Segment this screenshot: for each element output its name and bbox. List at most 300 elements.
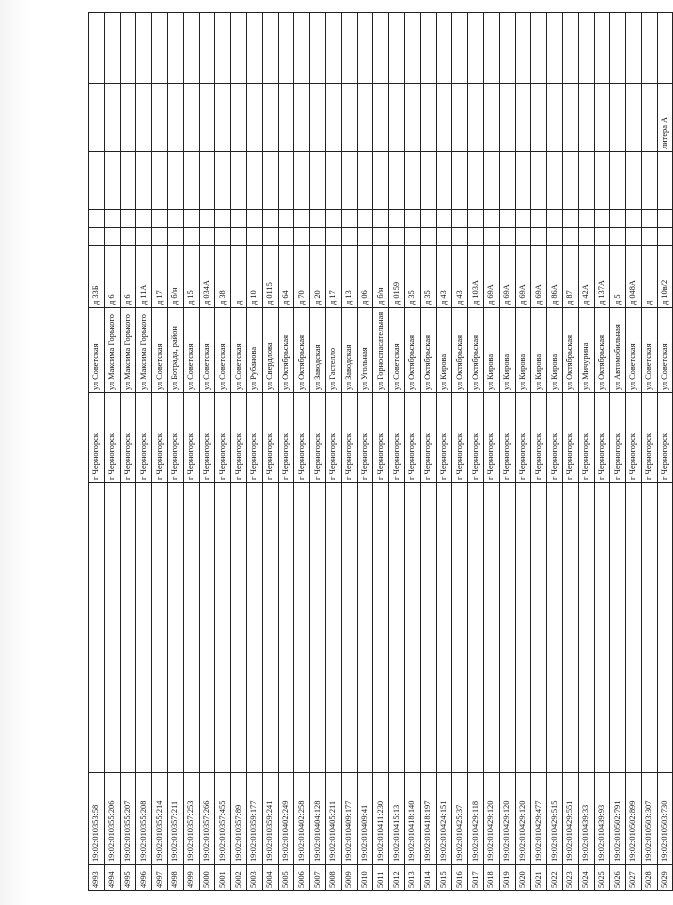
row-number: 5015 (436, 865, 452, 891)
blank-cell (104, 210, 120, 228)
city-cell: г Черногорск (373, 393, 389, 483)
blank-cell (626, 210, 642, 228)
table-row (231, 13, 247, 891)
city-cell: г Черногорск (199, 393, 215, 483)
city-cell: г Черногорск (262, 393, 278, 483)
cadastral-number: 19:02:010418:197 (420, 773, 436, 865)
city-cell: г Черногорск (89, 393, 105, 483)
row-number: 5010 (357, 865, 373, 891)
table-row (325, 13, 341, 891)
blank-cell (389, 483, 405, 773)
table-row (468, 13, 484, 891)
cadastral-number: 19:02:010425:37 (452, 773, 468, 865)
row-number: 5018 (483, 865, 499, 891)
city-cell: г Черногорск (515, 393, 531, 483)
city-cell: г Черногорск (436, 393, 452, 483)
blank-cell (167, 152, 183, 210)
street-cell: ул Советская (231, 308, 247, 393)
blank-cell (341, 13, 357, 84)
blank-cell (278, 152, 294, 210)
street-cell: ул Кирова (515, 308, 531, 393)
row-number: 5017 (468, 865, 484, 891)
cadastral-number: 19:02:010359:241 (262, 773, 278, 865)
table-row (626, 13, 642, 891)
blank-cell (183, 228, 199, 246)
house-cell: д 69А (499, 246, 515, 308)
blank-cell (641, 210, 657, 228)
cadastral-number: 19:02:010502:791 (610, 773, 626, 865)
blank-cell (152, 483, 168, 773)
cadastral-number: 19:02:010355:207 (120, 773, 136, 865)
blank-cell (89, 152, 105, 210)
blank-cell (657, 13, 673, 84)
blank-cell (499, 483, 515, 773)
blank-cell (278, 483, 294, 773)
city-cell: г Черногорск (231, 393, 247, 483)
city-cell: г Черногорск (389, 393, 405, 483)
house-cell: д 10в/2 (657, 246, 673, 308)
letter-cell (199, 84, 215, 152)
blank-cell (294, 483, 310, 773)
street-cell: ул Советская (389, 308, 405, 393)
cadastral-number: 19:02:010357:455 (215, 773, 231, 865)
street-cell: ул Заводская (310, 308, 326, 393)
blank-cell (310, 152, 326, 210)
letter-cell (262, 84, 278, 152)
blank-cell (152, 228, 168, 246)
city-cell: г Черногорск (578, 393, 594, 483)
row-number: 5007 (310, 865, 326, 891)
row-number: 5003 (246, 865, 262, 891)
blank-cell (562, 210, 578, 228)
street-cell: ул Мичурина (578, 308, 594, 393)
blank-cell (547, 483, 563, 773)
city-cell: г Черногорск (404, 393, 420, 483)
table-row (594, 13, 610, 891)
street-cell: ул Кирова (436, 308, 452, 393)
table-row (357, 13, 373, 891)
blank-cell (325, 210, 341, 228)
row-number: 5014 (420, 865, 436, 891)
cadastral-number: 19:02:010357:211 (167, 773, 183, 865)
blank-cell (452, 483, 468, 773)
blank-cell (341, 483, 357, 773)
city-cell: г Черногорск (357, 393, 373, 483)
cadastral-number: 19:02:010503:730 (657, 773, 673, 865)
table-row (373, 13, 389, 891)
letter-cell (468, 84, 484, 152)
street-cell: ул Советская (152, 308, 168, 393)
blank-cell (136, 228, 152, 246)
blank-cell (183, 210, 199, 228)
blank-cell (262, 210, 278, 228)
letter-cell (420, 84, 436, 152)
table-row (246, 13, 262, 891)
blank-cell (404, 210, 420, 228)
row-number: 4995 (120, 865, 136, 891)
street-cell: ул Максима Горького (104, 308, 120, 393)
blank-cell (104, 228, 120, 246)
blank-cell (104, 152, 120, 210)
blank-cell (389, 228, 405, 246)
blank-cell (547, 13, 563, 84)
letter-cell (341, 84, 357, 152)
blank-cell (183, 483, 199, 773)
house-cell: д 10 (246, 246, 262, 308)
blank-cell (231, 152, 247, 210)
blank-cell (531, 13, 547, 84)
blank-cell (483, 483, 499, 773)
cadastral-number: 19:02:010429:118 (468, 773, 484, 865)
blank-cell (136, 152, 152, 210)
blank-cell (436, 13, 452, 84)
row-number: 5022 (547, 865, 563, 891)
blank-cell (357, 152, 373, 210)
blank-cell (325, 483, 341, 773)
house-cell: д 64 (278, 246, 294, 308)
blank-cell (89, 228, 105, 246)
cadastral-number: 19:02:010402:249 (278, 773, 294, 865)
blank-cell (262, 483, 278, 773)
house-cell: д 13 (341, 246, 357, 308)
street-cell: ул Октябрьская (420, 308, 436, 393)
row-number: 5013 (404, 865, 420, 891)
table-row (610, 13, 626, 891)
blank-cell (120, 228, 136, 246)
blank-cell (183, 152, 199, 210)
blank-cell (436, 152, 452, 210)
blank-cell (499, 228, 515, 246)
blank-cell (183, 13, 199, 84)
cadastral-number: 19:02:010439:93 (594, 773, 610, 865)
table-row (294, 13, 310, 891)
table-row (436, 13, 452, 891)
blank-cell (373, 483, 389, 773)
blank-cell (152, 210, 168, 228)
blank-cell (483, 210, 499, 228)
blank-cell (246, 483, 262, 773)
blank-cell (420, 483, 436, 773)
street-cell: ул Советская (215, 308, 231, 393)
letter-cell (515, 84, 531, 152)
blank-cell (578, 152, 594, 210)
rotated-content (88, 13, 670, 891)
city-cell: г Черногорск (562, 393, 578, 483)
blank-cell (246, 210, 262, 228)
blank-cell (373, 210, 389, 228)
city-cell: г Черногорск (104, 393, 120, 483)
city-cell: г Черногорск (278, 393, 294, 483)
row-number: 5026 (610, 865, 626, 891)
row-number: 5008 (325, 865, 341, 891)
blank-cell (610, 210, 626, 228)
blank-cell (262, 228, 278, 246)
blank-cell (531, 152, 547, 210)
blank-cell (199, 210, 215, 228)
row-number: 5011 (373, 865, 389, 891)
table-row (404, 13, 420, 891)
letter-cell (578, 84, 594, 152)
blank-cell (262, 152, 278, 210)
street-cell: ул Советская (183, 308, 199, 393)
blank-cell (310, 483, 326, 773)
cadastral-number: 19:02:010409:41 (357, 773, 373, 865)
blank-cell (294, 152, 310, 210)
street-cell: ул Советская (89, 308, 105, 393)
blank-cell (657, 152, 673, 210)
blank-cell (215, 210, 231, 228)
blank-cell (562, 483, 578, 773)
row-number: 4998 (167, 865, 183, 891)
blank-cell (641, 228, 657, 246)
blank-cell (420, 228, 436, 246)
blank-cell (594, 13, 610, 84)
blank-cell (262, 13, 278, 84)
document-page (88, 13, 670, 891)
city-cell: г Черногорск (594, 393, 610, 483)
letter-cell (215, 84, 231, 152)
blank-cell (373, 13, 389, 84)
cadastral-number: 19:02:010409:177 (341, 773, 357, 865)
house-cell: д 0115 (262, 246, 278, 308)
blank-cell (436, 483, 452, 773)
house-cell: д 15 (183, 246, 199, 308)
street-cell: ул Ботрада, район (167, 308, 183, 393)
blank-cell (167, 483, 183, 773)
street-cell: ул Рубанова (246, 308, 262, 393)
table-row (657, 13, 673, 891)
blank-cell (357, 483, 373, 773)
house-cell: д б/н (373, 246, 389, 308)
cadastral-number: 19:02:010424:151 (436, 773, 452, 865)
blank-cell (167, 210, 183, 228)
blank-cell (452, 13, 468, 84)
cadastral-number: 19:02:010429:120 (499, 773, 515, 865)
blank-cell (404, 13, 420, 84)
blank-cell (341, 228, 357, 246)
row-number: 5019 (499, 865, 515, 891)
blank-cell (120, 13, 136, 84)
blank-cell (89, 13, 105, 84)
letter-cell (183, 84, 199, 152)
blank-cell (531, 228, 547, 246)
blank-cell (278, 228, 294, 246)
row-number: 5009 (341, 865, 357, 891)
house-cell: д 048А (626, 246, 642, 308)
blank-cell (215, 483, 231, 773)
house-cell: д 137А (594, 246, 610, 308)
table-row (262, 13, 278, 891)
row-number: 5012 (389, 865, 405, 891)
cadastral-number: 19:02:010402:258 (294, 773, 310, 865)
blank-cell (531, 483, 547, 773)
city-cell: г Черногорск (657, 393, 673, 483)
blank-cell (120, 483, 136, 773)
row-number: 5004 (262, 865, 278, 891)
table-row (547, 13, 563, 891)
letter-cell (626, 84, 642, 152)
blank-cell (626, 152, 642, 210)
blank-cell (389, 210, 405, 228)
house-cell: д 06 (357, 246, 373, 308)
city-cell: г Черногорск (341, 393, 357, 483)
blank-cell (357, 210, 373, 228)
city-cell: г Черногорск (420, 393, 436, 483)
row-number: 5005 (278, 865, 294, 891)
blank-cell (231, 483, 247, 773)
city-cell: г Черногорск (167, 393, 183, 483)
table-row (136, 13, 152, 891)
blank-cell (215, 152, 231, 210)
street-cell: ул Советская (641, 308, 657, 393)
blank-cell (357, 13, 373, 84)
blank-cell (294, 13, 310, 84)
blank-cell (610, 13, 626, 84)
house-cell: д 69А (483, 246, 499, 308)
blank-cell (468, 13, 484, 84)
blank-cell (452, 210, 468, 228)
house-cell: д 5 (610, 246, 626, 308)
blank-cell (373, 228, 389, 246)
blank-cell (515, 483, 531, 773)
blank-cell (657, 228, 673, 246)
blank-cell (215, 13, 231, 84)
row-number: 4994 (104, 865, 120, 891)
city-cell: г Черногорск (183, 393, 199, 483)
blank-cell (483, 152, 499, 210)
cadastral-number: 19:02:010405:211 (325, 773, 341, 865)
row-number: 4999 (183, 865, 199, 891)
letter-cell (547, 84, 563, 152)
street-cell: ул Октябрьская (468, 308, 484, 393)
letter-cell (246, 84, 262, 152)
blank-cell (389, 152, 405, 210)
house-cell: д 35 (404, 246, 420, 308)
blank-cell (357, 228, 373, 246)
street-cell: ул Максима Горького (120, 308, 136, 393)
street-cell: ул Советская (626, 308, 642, 393)
row-number: 4997 (152, 865, 168, 891)
blank-cell (594, 210, 610, 228)
letter-cell (389, 84, 405, 152)
blank-cell (594, 152, 610, 210)
city-cell: г Черногорск (452, 393, 468, 483)
blank-cell (657, 483, 673, 773)
blank-cell (531, 210, 547, 228)
table-row (310, 13, 326, 891)
city-cell: г Черногорск (215, 393, 231, 483)
city-cell: г Черногорск (246, 393, 262, 483)
blank-cell (325, 13, 341, 84)
table-row (641, 13, 657, 891)
house-cell: д 86А (547, 246, 563, 308)
cadastral-number: 19:02:010404:128 (310, 773, 326, 865)
house-cell: д 42А (578, 246, 594, 308)
city-cell: г Черногорск (325, 393, 341, 483)
house-cell: д 35 (420, 246, 436, 308)
row-number: 4993 (89, 865, 105, 891)
house-cell: д 17 (325, 246, 341, 308)
blank-cell (310, 228, 326, 246)
letter-cell (373, 84, 389, 152)
cadastral-number: 19:02:010357:89 (231, 773, 247, 865)
blank-cell (246, 228, 262, 246)
blank-cell (610, 152, 626, 210)
table-body (89, 13, 673, 891)
letter-cell (120, 84, 136, 152)
letter-cell (610, 84, 626, 152)
street-cell: ул Октябрьская (294, 308, 310, 393)
blank-cell (515, 228, 531, 246)
letter-cell (231, 84, 247, 152)
letter-cell (499, 84, 515, 152)
street-cell: ул Автомобильная (610, 308, 626, 393)
city-cell: г Черногорск (499, 393, 515, 483)
blank-cell (626, 13, 642, 84)
letter-cell (404, 84, 420, 152)
city-cell: г Черногорск (610, 393, 626, 483)
street-cell: ул Угольная (357, 308, 373, 393)
letter-cell (310, 84, 326, 152)
row-number: 5027 (626, 865, 642, 891)
blank-cell (246, 152, 262, 210)
blank-cell (468, 152, 484, 210)
street-cell: ул Октябрьская (594, 308, 610, 393)
cadastral-number: 19:02:010429:120 (515, 773, 531, 865)
letter-cell (483, 84, 499, 152)
table-row (389, 13, 405, 891)
cadastral-number: 19:02:010415:13 (389, 773, 405, 865)
table-row (562, 13, 578, 891)
blank-cell (104, 483, 120, 773)
house-cell: д 103А (468, 246, 484, 308)
blank-cell (499, 13, 515, 84)
letter-cell (594, 84, 610, 152)
blank-cell (310, 13, 326, 84)
letter-cell (136, 84, 152, 152)
cadastral-number: 19:02:010429:120 (483, 773, 499, 865)
street-cell: ул Свердлова (262, 308, 278, 393)
cadastral-number: 19:02:010429:551 (562, 773, 578, 865)
street-cell: ул Кирова (531, 308, 547, 393)
blank-cell (578, 483, 594, 773)
row-number: 5016 (452, 865, 468, 891)
blank-cell (167, 228, 183, 246)
blank-cell (120, 210, 136, 228)
letter-cell (294, 84, 310, 152)
blank-cell (515, 152, 531, 210)
city-cell: г Черногорск (294, 393, 310, 483)
blank-cell (167, 13, 183, 84)
table-row (152, 13, 168, 891)
house-cell: д 0159 (389, 246, 405, 308)
row-number: 5000 (199, 865, 215, 891)
house-cell: д (231, 246, 247, 308)
blank-cell (562, 228, 578, 246)
blank-cell (215, 228, 231, 246)
table-row (578, 13, 594, 891)
blank-cell (199, 152, 215, 210)
blank-cell (594, 228, 610, 246)
blank-cell (547, 210, 563, 228)
cadastral-number: 19:02:010355:208 (136, 773, 152, 865)
street-cell: ул Советская (199, 308, 215, 393)
blank-cell (310, 210, 326, 228)
blank-cell (199, 13, 215, 84)
city-cell: г Черногорск (641, 393, 657, 483)
blank-cell (562, 152, 578, 210)
table-row (515, 13, 531, 891)
